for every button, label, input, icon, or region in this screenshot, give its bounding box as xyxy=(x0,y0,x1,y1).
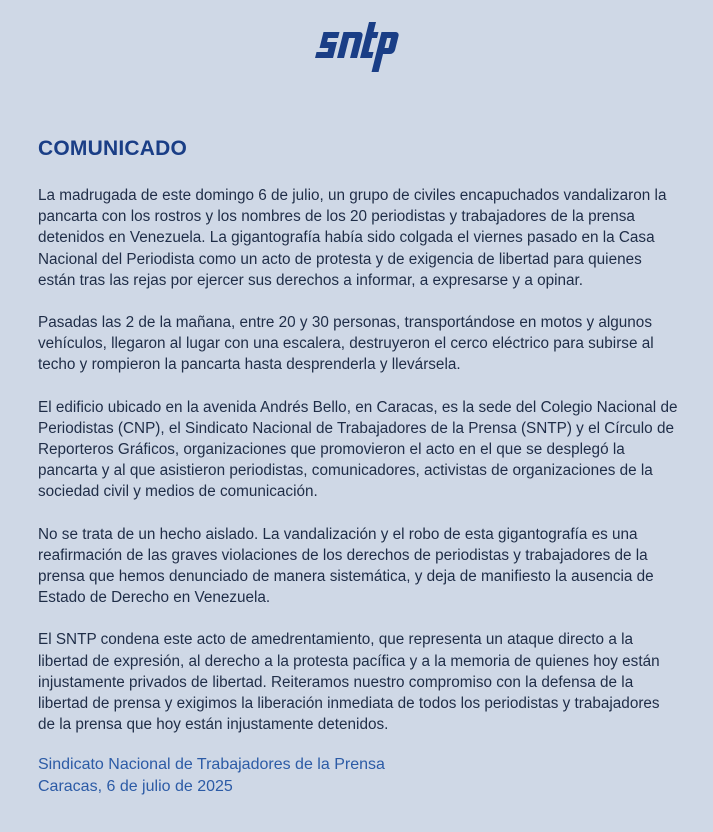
sntp-logo xyxy=(314,14,400,76)
paragraph-5: El SNTP condena este acto de amedrentamiento, que representa un ataque directo a la libertad de expresión, al derecho a la protesta pacífica y a la memoria de quienes hoy están injustamente privados de libertad. Reiteramos nuestro compromiso con la defensa de la libertad de prensa y exigimos la liberación inmediata de todos los periodistas y trabajadores de la prensa que hoy están injustamente detenidos. xyxy=(38,631,660,734)
paragraph-1: La madrugada de este domingo 6 de julio, un grupo de civiles encapuchados vandalizaron la pancarta con los rostros y los nombres de los 20 periodistas y trabajadores de la prensa detenidos en Venezuela. La gigantografía había sido colgada el viernes pasado en la Casa Nacional del Periodista como un acto de protesta y de exigencia de libertad para quienes están tras las rejas por ejercer sus derechos a informar, a expresarse y a opinar. xyxy=(38,187,667,289)
signature-place-date: Caracas, 6 de julio de 2025 xyxy=(38,778,233,796)
communique-body xyxy=(38,136,678,798)
logo-header xyxy=(0,14,713,76)
signature-organization: Sindicato Nacional de Trabajadores de la Prensa xyxy=(38,756,385,774)
paragraph-4: No se trata de un hecho aislado. La vandalización y el robo de esta gigantografía es una reafirmación de las graves violaciones de los derechos de periodistas y trabajadores de la prensa que hemos denunciado de manera sistemática, y deja de manifiesto la ausencia de Estado de Derecho en Venezuela. xyxy=(38,525,654,607)
signature-block xyxy=(38,754,678,798)
paragraph-2: Pasadas las 2 de la mañana, entre 20 y 30 personas, transportándose en motos y algunos vehículos, llegaron al lugar con una escalera, destruyeron el cerco eléctrico para subirse al techo y rompieron la pancarta hasta desprenderla y llevársela. xyxy=(38,314,654,374)
communique-title: COMUNICADO xyxy=(38,137,187,160)
paragraph-3: El edificio ubicado en la avenida Andrés Bello, en Caracas, es la sede del Colegio Nacional de Periodistas (CNP), el Sindicato Nacional de Trabajadores de la Prensa (SNTP) y el Círculo de Reporteros Gráficos, organizaciones que promovieron el acto en el que se desplegó la pancarta y al que asistieron periodistas, comunicadores, activistas de organizaciones de la sociedad civil y medios de comunicación. xyxy=(38,398,678,501)
